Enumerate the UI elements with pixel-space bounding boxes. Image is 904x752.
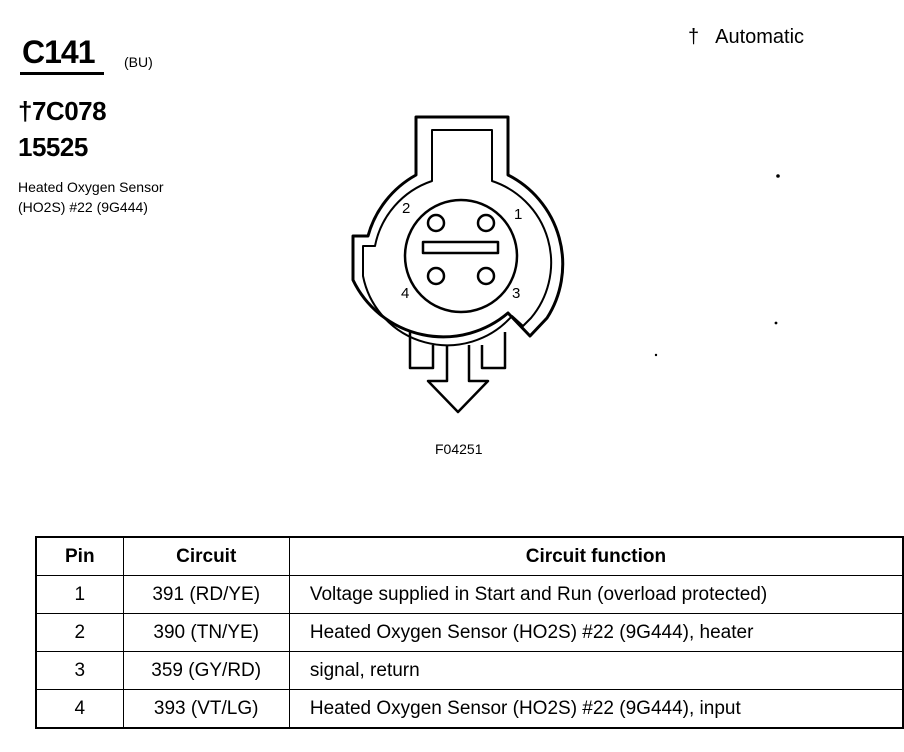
component-description-line-2: (HO2S) #22 (9G444) bbox=[18, 199, 148, 215]
connector-id: C141 bbox=[22, 34, 95, 70]
table-header-row bbox=[36, 537, 903, 576]
cell-circuit: 390 (TN/YE) bbox=[123, 614, 289, 652]
cell-circuit: 359 (GY/RD) bbox=[123, 652, 289, 690]
legend-symbol: † bbox=[688, 26, 700, 48]
cell-pin: 4 bbox=[36, 690, 123, 729]
component-description-line-1: Heated Oxygen Sensor bbox=[18, 179, 164, 195]
pin-label-4: 4 bbox=[401, 285, 410, 302]
pin-cavity-1 bbox=[478, 215, 494, 231]
table-row bbox=[36, 690, 903, 729]
pin-label-2: 2 bbox=[402, 200, 411, 217]
header-pin: Pin bbox=[36, 537, 123, 576]
table-row bbox=[36, 576, 903, 614]
figure-id: F04251 bbox=[435, 441, 483, 457]
pin-cavity-4 bbox=[428, 268, 444, 284]
cell-function: Voltage supplied in Start and Run (overload protected) bbox=[289, 576, 903, 614]
cell-pin: 3 bbox=[36, 652, 123, 690]
cell-pin: 2 bbox=[36, 614, 123, 652]
table-row bbox=[36, 652, 903, 690]
connector-color-code: (BU) bbox=[124, 54, 153, 70]
pin-label-3: 3 bbox=[512, 285, 521, 302]
connector-housing-outer bbox=[353, 117, 563, 337]
pin-cavity-3 bbox=[478, 268, 494, 284]
connector-mating-face bbox=[405, 200, 517, 312]
part-number-secondary: 15525 bbox=[18, 132, 88, 162]
cell-circuit: 391 (RD/YE) bbox=[123, 576, 289, 614]
header-circuit-function: Circuit function bbox=[289, 537, 903, 576]
connector-key-bar bbox=[423, 242, 498, 253]
part-number-primary: †7C078 bbox=[18, 96, 107, 126]
cell-pin: 1 bbox=[36, 576, 123, 614]
pin-cavity-2 bbox=[428, 215, 444, 231]
pin-circuit-table bbox=[35, 536, 904, 729]
wire-direction-arrow bbox=[428, 345, 488, 412]
legend-label: Automatic bbox=[715, 26, 805, 48]
pin-label-1: 1 bbox=[514, 206, 523, 223]
cell-function: Heated Oxygen Sensor (HO2S) #22 (9G444), heater bbox=[289, 614, 903, 652]
table-row bbox=[36, 614, 903, 652]
cell-circuit: 393 (VT/LG) bbox=[123, 690, 289, 729]
cell-function: signal, return bbox=[289, 652, 903, 690]
header-circuit: Circuit bbox=[123, 537, 289, 576]
cell-function: Heated Oxygen Sensor (HO2S) #22 (9G444), input bbox=[289, 690, 903, 729]
